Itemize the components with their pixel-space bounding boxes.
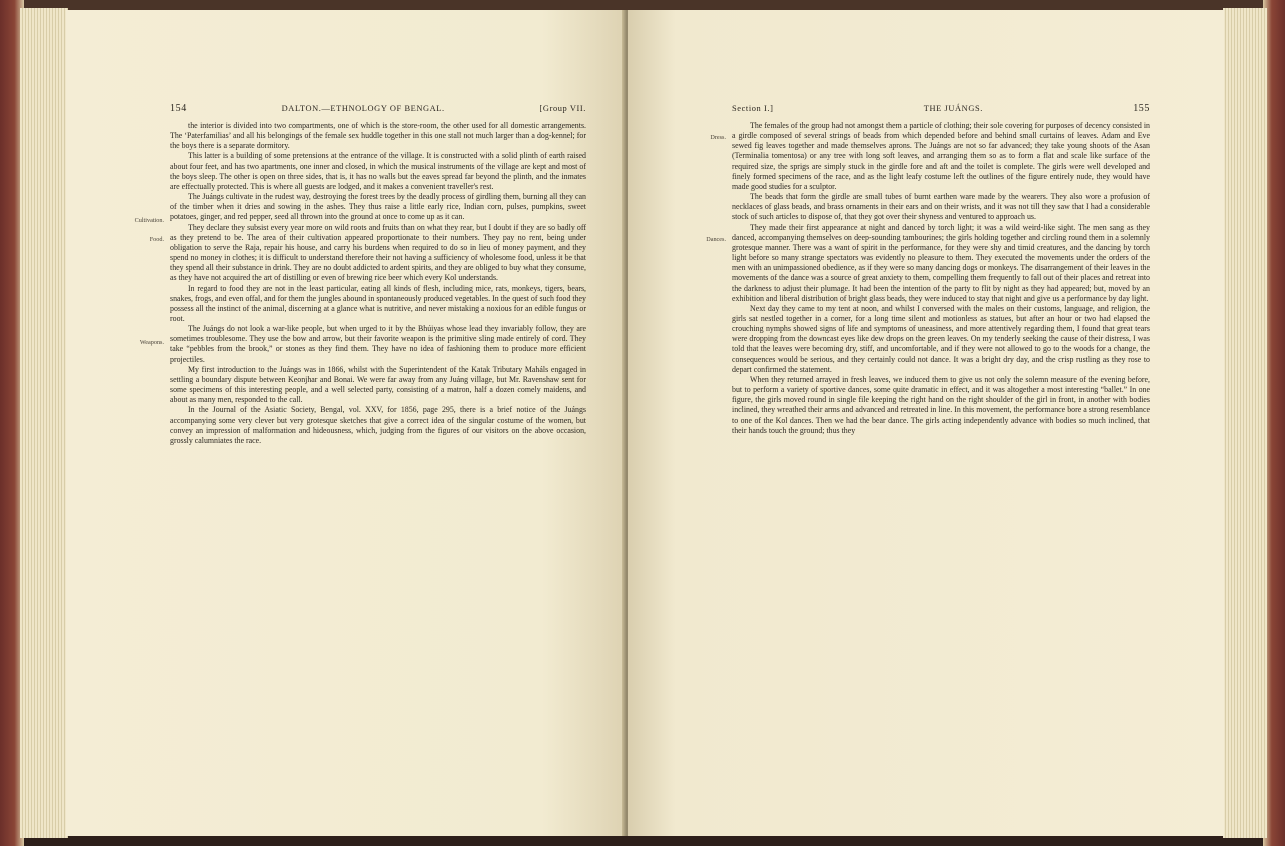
sidenote-food: Food.	[149, 235, 164, 243]
paragraph: In the Journal of the Asiatic Society, Bengal, vol. XXV, for 1856, page 295, there is a brief notice of the Juángs accompanying some very clever but very grotesque sketches that give a correct idea of the singular costume of the women, but convey an impression of malformation and hideousness, which, judging from the figures of our visitors on the above occasion, grossly calumniates the race.	[170, 405, 586, 445]
sidenote-dress: Dress.	[710, 134, 726, 141]
right-page-text	[706, 121, 1150, 436]
right-page	[628, 10, 1224, 836]
paragraph: The Juángs do not look a war-like people, but when urged to it by the Bhúiyas whose lead they invariably follow, they are sometimes troublesome. They use the bow and arrow, but their favorite weapon is the primitive sling made entirely of cord. They take “pebbles from the brook,” or stones as they find them. They have no idea of fashioning them to produce more efficient projectiles.	[170, 324, 586, 364]
paragraph: They made their first appearance at night and danced by torch light; it was a wild weird-like sight. The men sang as they danced, accompanying themselves on deep-sounding tambourines; the girls holding together and circling round them in a solemnly grotesque manner. There was a want of spirit in the performance, for they were shy and timid creatures, and the dancing by torch light before so many strange spectators was evidently no pleasure to them. They executed the movements under the orders of the men with an unimpassioned obedience, as if they were so many dancing dogs or monkeys. The disarrangement of their leaves in the movements of the dance was a source of great anxiety to them, compelling them frequently to fall out of their places and retreat into the darkness to adjust their plumage. It had been the intention of the party to flit by night as they had appeared; but, moved by an exhibition and liberal distribution of bright glass beads, they were induced to stay that night and give us a performance by day light.	[732, 222, 1150, 303]
paragraph: When they returned arrayed in fresh leaves, we induced them to give us not only the solemn measure of the evening before, but to perform a variety of sportive dances, some quite dramatic in effect, and it was altogether a most interesting “ballet.” In one figure, the girls moved round in single file keeping the right hand on the right shoulder of the girl in front, in another with bodies inclined, they wreathed their arms and advanced and retreated in line. In this movement, the performance bore a strong resemblance to one of the Kol dances. Then we had the bear dance. The girls acting independently advance with bodies so much inclined, that their hands touch the ground; thus they	[732, 374, 1150, 435]
paragraph: The beads that form the girdle are small tubes of burnt earthen ware made by the wearers. They also wore a profusion of necklaces of glass beads, and brass ornaments in their ears and on their wrists, and it was not till they saw that I had a considerable stock of such articles to dispose of, that they got over their shyness and ventured to approach us.	[732, 192, 1150, 222]
paragraph: This latter is a building of some pretensions at the entrance of the village. It is constructed with a solid plinth of earth raised about four feet, and has two apartments, one inner and closed, in which the musical instruments of the village are kept and most of the boys sleep. The other is open on three sides, that is, it has no walls but the eaves spread far beyond the plinth, and the inmates are effectually protected. This is where all guests are lodged, and it makes a convenient traveller's rest.	[170, 151, 586, 191]
right-page-number: 155	[1133, 103, 1150, 114]
paragraph: the interior is divided into two compartments, one of which is the store-room, the other used for all domestic arrangements. The ‘Paterfamilias’ and all his belongings of the female sex huddle together in this one stall not much larger than a dog-kennel; for the boys there is a separate dormitory.	[170, 121, 586, 151]
paragraph: The females of the group had not amongst them a particle of clothing; their sole covering for purposes of decency consisted in a girdle composed of several strings of beads from which depended before and behind small curtains of leaves. Adam and Eve sewed fig leaves together and made themselves aprons. The Juángs are not so far advanced; they take young shoots of the Asan (Terminalia tomentosa) or any tree with long soft leaves, and arranging them so as to form a flat and scale like surface of the required size, the sprigs are simply stuck in the girdle fore and aft and the toilet is complete. The girls were well developed and finely formed specimens of the race, and as the light leafy costume left the outlines of the figure entirely nude, they would have made good studies for a sculptor.	[732, 121, 1150, 191]
sidenote-weapons: Weapons.	[139, 339, 164, 347]
left-page-text	[134, 121, 586, 446]
left-page-stack	[20, 8, 68, 838]
right-page-stack	[1223, 8, 1267, 838]
left-running-head: DALTON.—ETHNOLOGY OF BENGAL.	[281, 104, 445, 113]
paragraph: They declare they subsist every year more on wild roots and fruits than on what they rear, but I doubt if they are so badly off as they pretend to be. The area of their cultivation appeared proportionate to their numbers. They pay no rent, being under obligation to serve the Raja, repair his house, and carry his burdens when required to do so in lieu of money payment, and they spend no money in clothes; it is difficult to understand therefore their not having a sufficiency of wholesome food, unless it be that they spend all their substance in drink. They are no doubt addicted to ardent spirits, and they are obliged to buy what they consume, as they have not acquired the art of distilling or even of brewing rice beer which every Kol understands.	[170, 222, 586, 283]
right-page-header	[732, 103, 1150, 114]
right-section-label: Section I.]	[732, 104, 774, 113]
paragraph: The Juángs cultivate in the rudest way, destroying the forest trees by the deadly process of girdling them, burning all they can of the timber when it dries and sowing in the ashes. They thus raise a little early rice, Indian corn, pulses, pumpkins, sweet potatoes, ginger, and red pepper, seed all thrown into the ground at once to come up as it can.	[170, 192, 586, 222]
left-page-header	[170, 103, 586, 114]
left-page-number: 154	[170, 103, 187, 114]
paragraph: My first introduction to the Juángs was in 1866, whilst with the Superintendent of the Katak Tributary Maháls engaged in settling a boundary dispute between Keonjhar and Bonai. We were far away from any Juáng village, but Mr. Ravenshaw sent for some specimens of this interesting people, and a well selected party, consisting of a matron, half a dozen comely maidens, and about as many men, responded to the call.	[170, 364, 586, 405]
sidenote-cultivation: Cultivation.	[134, 217, 164, 225]
sidenote-dances: Dances.	[706, 235, 726, 243]
paragraph: In regard to food they are not in the least particular, eating all kinds of flesh, including mice, rats, monkeys, tigers, bears, snakes, frogs, and even offal, and for them the jungles abound in spontaneously produced vegetables. In the quest of such food they possess all the instinct of the animal, discerning at a glance what is nutritive, and never mistaking a noxious for an edible fungus or root.	[170, 283, 586, 323]
paragraph: Next day they came to my tent at noon, and whilst I conversed with the males on their customs, language, and religion, the girls sat nestled together in a corner, for a long time silent and motionless as statues, but after an hour or two had elapsed the crouching nymphs showed signs of life and symptoms of uneasiness, and more attentively regarding them, I found that great tears were dropping from the downcast eyes like dew drops on the green leaves. On my tenderly seeking the cause of their distress, I was told that the leaves were becoming dry, stiff, and uncomfortable, and if they were not allowed to go to the woods for a change, the consequences would be serious, and they certainly could not dance. It was a bright dry day, and the crisp rustling as they rose to depart confirmed the statement.	[732, 303, 1150, 374]
right-running-head: THE JUÁNGS.	[923, 104, 983, 113]
left-page	[66, 10, 626, 836]
left-group-label: [Group VII.	[539, 104, 586, 113]
